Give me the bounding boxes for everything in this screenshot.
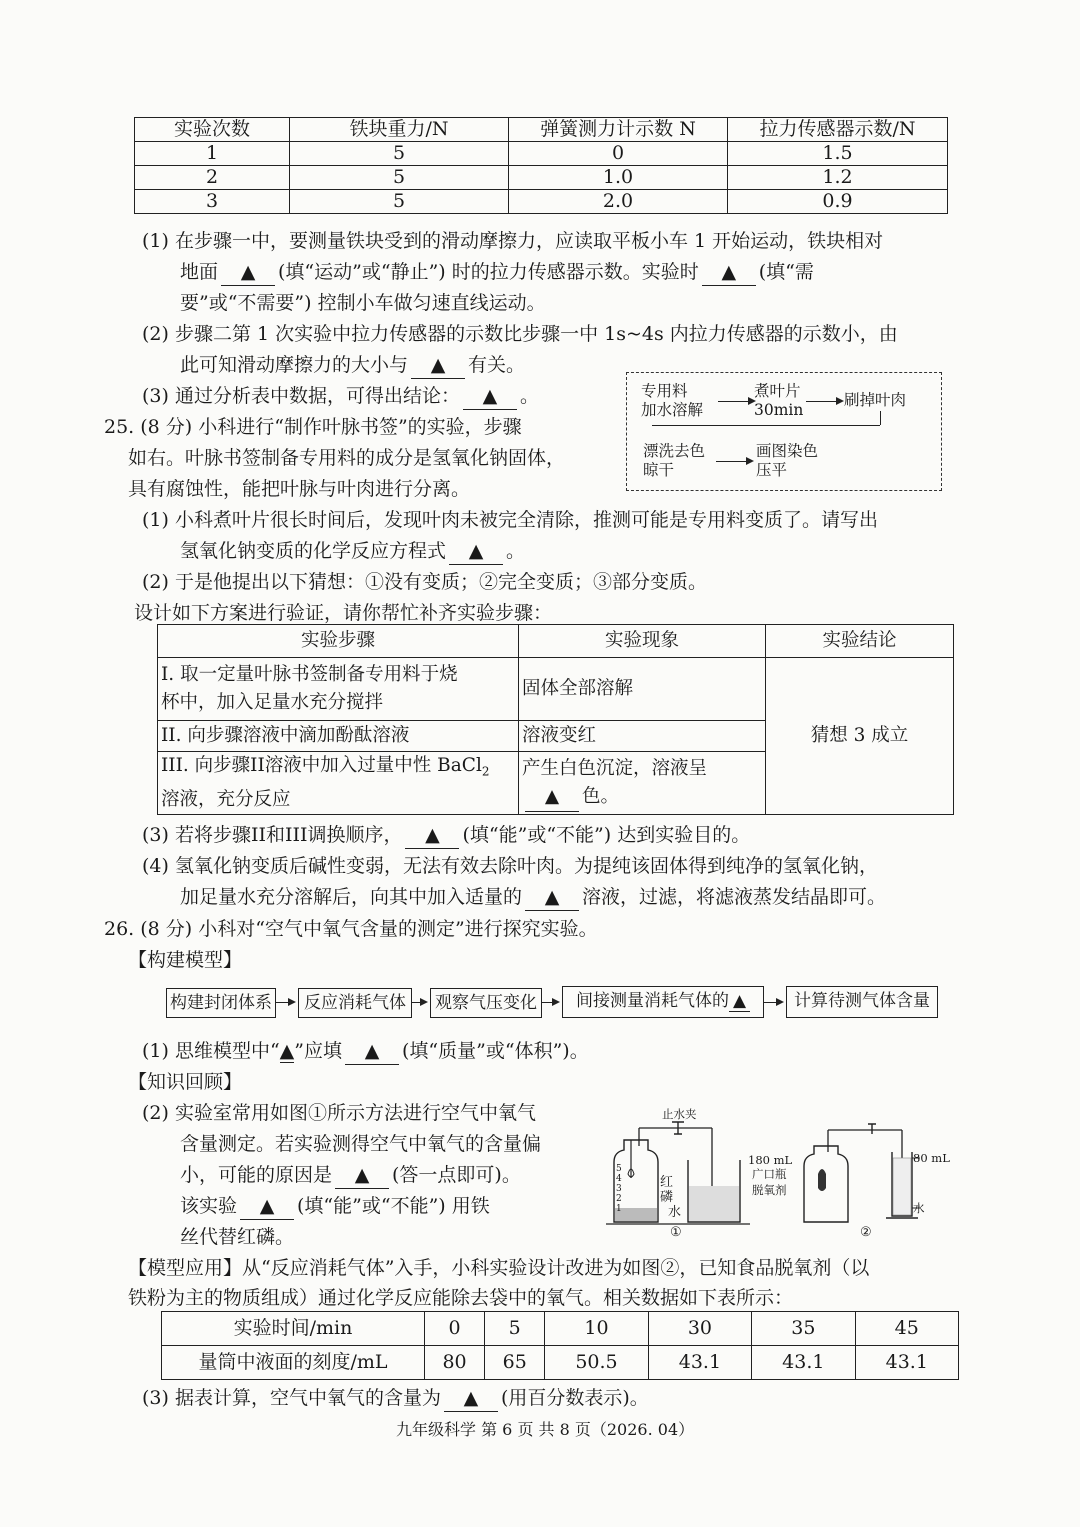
text (522, 783, 759, 812)
table-row (135, 142, 948, 166)
flow-text: 晾干 (643, 461, 675, 479)
text: 。 (519, 385, 539, 407)
flow-arrow (764, 1002, 782, 1003)
answer-blank[interactable]: ▲ (240, 1193, 294, 1220)
flow-arrow (806, 401, 842, 402)
q24-p1-line1: (1) 在步骤一中，要测量铁块受到的滑动摩擦力，应读取平板小车 1 开始运动，铁块相对 (142, 230, 884, 252)
text: (3) 若将步骤II和III调换顺序， (142, 824, 403, 846)
table-cell: 5 (485, 1312, 545, 1346)
q25-stem-line2: 如右。叶脉书签制备专用料的成分是氢氧化钠固体， (128, 447, 566, 469)
q26-p2-line1: (2) 实验室常用如图①所示方法进行空气中氧气 (142, 1102, 536, 1124)
q25-p1-line1: (1) 小科煮叶片很长时间后，发现叶肉未被完全清除，推测可能是专用料变质了。请写出 (142, 509, 878, 531)
table-cell: 65 (485, 1346, 545, 1380)
text: 该实验 (180, 1195, 238, 1217)
step-2: II. 向步骤溶液中滴加酚酞溶液 (158, 721, 519, 752)
table-cell: 0.9 (728, 190, 948, 214)
table-cell: 10 (545, 1312, 648, 1346)
flow-text: 画图染色 (756, 442, 819, 460)
blank-mark: ▲ (729, 991, 750, 1012)
q26-p1 (142, 1038, 589, 1065)
friction-data-table (134, 117, 948, 214)
fig1-scale (616, 1164, 622, 1214)
table-cell: 43.1 (648, 1346, 751, 1380)
q25-stem-line3: 具有腐蚀性，能把叶脉与叶肉进行分离。 (128, 478, 471, 500)
flow-arrow (716, 461, 752, 462)
table-cell: 43.1 (855, 1346, 958, 1380)
table-cell: 5 (290, 166, 509, 190)
model-step-closed-system: 构建封闭体系 (166, 988, 276, 1018)
q24-p1-line2 (180, 259, 814, 286)
table-header-cell: 实验结论 (766, 625, 954, 658)
agent-bag (818, 1169, 826, 1191)
table-row (162, 1312, 959, 1346)
flow-text: 专用料 (641, 382, 688, 400)
model-application-line2: 铁粉为主的物质组成）通过化学反应能除去袋中的氧气。相关数据如下表所示： (128, 1287, 794, 1309)
table-cell: 1.2 (728, 166, 948, 190)
table-row (135, 166, 948, 190)
blank-mark: ▲ (279, 1040, 295, 1062)
flow-connector (652, 425, 880, 426)
table-header-cell: 实验步骤 (158, 625, 519, 658)
q25-p2: (2) 于是他提出以下猜想：①没有变质；②完全变质；③部分变质。 (142, 571, 707, 593)
model-step-observe-pressure: 观察气压变化 (430, 988, 542, 1018)
answer-blank[interactable]: ▲ (525, 884, 579, 911)
model-step-indirect-measure (562, 986, 764, 1018)
text: (答一点即可)。 (392, 1164, 521, 1186)
oxygen-data-table (161, 1311, 959, 1380)
flow-text: 煮叶片 (754, 382, 801, 400)
text: 。 (506, 540, 526, 562)
table-cell: 50.5 (545, 1346, 648, 1380)
text: (填“能”或“不能”) 达到实验目的。 (462, 824, 751, 846)
text: 溶液，充分反应 (161, 788, 291, 810)
table-cell: 43.1 (752, 1346, 855, 1380)
table-header-cell: 拉力传感器示数/N (728, 118, 948, 142)
answer-blank[interactable]: ▲ (411, 352, 465, 379)
text: I. 取一定量叶脉书签制备专用料于烧 (161, 664, 458, 685)
text: (3) 通过分析表中数据，可得出结论： (142, 385, 460, 407)
table-cell: 1 (135, 142, 290, 166)
answer-blank[interactable]: ▲ (345, 1038, 399, 1065)
text: (填“运动”或“静止”) 时的拉力传感器示数。实验时 (278, 261, 699, 283)
answer-blank[interactable]: ▲ (449, 538, 503, 565)
table-cell: 1.0 (509, 166, 728, 190)
flow-arrow (276, 1002, 294, 1003)
flow-step-boil (754, 382, 803, 420)
q24-p2-line2 (180, 352, 525, 379)
text (161, 752, 512, 786)
table-cell: 1.5 (728, 142, 948, 166)
flow-arrow (542, 1002, 558, 1003)
table-cell: 0 (425, 1312, 485, 1346)
q25-p4-line1: (4) 氢氧化钠变质后碱性变弱，无法有效去除叶肉。为提纯该固体得到纯净的氢氧化钠， (142, 855, 878, 877)
fig1-clamp-label: 止水夹 (662, 1107, 697, 1121)
text: ”应填 (294, 1040, 343, 1062)
flow-text: 压平 (756, 461, 788, 479)
q25-stem-line1: 25. (8 分) 小科进行“制作叶脉书签”的实验，步骤 (104, 416, 522, 438)
observation-2: 溶液变红 (519, 721, 766, 752)
text: (1) 思维模型中“ (142, 1040, 280, 1062)
row-label: 量筒中液面的刻度/mL (162, 1346, 425, 1380)
scale-tick: 2 (616, 1194, 622, 1204)
answer-blank[interactable]: ▲ (702, 259, 756, 286)
clamp (868, 1124, 876, 1134)
text: 间接测量消耗气体的 (575, 991, 729, 1011)
flow-step-rinse (643, 442, 705, 480)
scale-tick: 5 (616, 1164, 622, 1174)
q25-p4-line2 (180, 884, 886, 911)
q26-p2-line3 (180, 1162, 521, 1189)
table-row (162, 1346, 959, 1380)
q25-design: 设计如下方案进行验证，请你帮忙补齐实验步骤： (134, 602, 553, 624)
table-cell: 5 (290, 142, 509, 166)
answer-blank[interactable]: ▲ (221, 259, 275, 286)
text: 此可知滑动摩擦力的大小与 (180, 354, 409, 376)
table-cell: 45 (855, 1312, 958, 1346)
text: (填“质量”或“体积”)。 (402, 1040, 589, 1062)
answer-blank[interactable]: ▲ (444, 1385, 498, 1412)
text: 加足量水充分溶解后，向其中加入适量的 (180, 886, 523, 908)
review-header: 【知识回顾】 (128, 1071, 243, 1093)
fig1-water-label: 水 (668, 1205, 682, 1220)
table-cell: 3 (135, 190, 290, 214)
table-header-cell: 实验现象 (519, 625, 766, 658)
fig2-mark-label: 80 mL (913, 1151, 950, 1165)
answer-blank[interactable]: ▲ (463, 383, 517, 410)
fig2-volume-label: 180 mL (748, 1153, 793, 1167)
answer-blank[interactable]: ▲ (405, 822, 459, 849)
model-application-line1: 【模型应用】从“反应消耗气体”入手，小科实验设计改进为如图②，已知食品脱氧剂（以 (128, 1257, 870, 1279)
flow-arrow (718, 401, 754, 402)
text: III. 向步骤II溶液中加入过量中性 BaCl (161, 755, 482, 777)
q25-p1-line2 (180, 538, 525, 565)
fig2-bottle-label: 广口瓶 (752, 1167, 787, 1181)
flow-text: 加水溶解 (641, 401, 704, 419)
step-1 (158, 658, 519, 721)
fig2-water-label: 水 (913, 1201, 925, 1215)
model-header: 【构建模型】 (128, 949, 243, 971)
conclusion-cell: 猜想 3 成立 (766, 658, 954, 815)
flow-connector (880, 411, 881, 425)
text: 小，可能的原因是 (180, 1164, 333, 1186)
flow-step-dye (756, 442, 818, 480)
row-label: 实验时间/min (162, 1312, 425, 1346)
scale-tick: 1 (616, 1204, 622, 1214)
text: 氢氧化钠变质的化学反应方程式 (180, 540, 447, 562)
beaker-water (689, 1186, 739, 1221)
flow-step-dissolve (641, 382, 703, 420)
table-cell: 30 (648, 1312, 751, 1346)
q26-p2-line5: 丝代替红磷。 (180, 1226, 295, 1248)
fig1-red-label: 红 (660, 1175, 674, 1190)
flow-step-brush: 刷掉叶肉 (844, 391, 907, 409)
q24-p3 (142, 383, 539, 410)
scale-tick: 3 (616, 1184, 622, 1194)
table-header-cell: 实验次数 (135, 118, 290, 142)
q26-p2-line2: 含量测定。若实验测得空气中氧气的含量偏 (180, 1133, 542, 1155)
observation-3 (519, 752, 766, 815)
page-footer: 九年级科学 第 6 页 共 8 页（2026. 04） (396, 1420, 695, 1439)
text: 溶液，过滤，将滤液蒸发结晶即可。 (582, 886, 887, 908)
q24-p2-line1: (2) 步骤二第 1 次实验中拉力传感器的示数比步骤一中 1s~4s 内拉力传感器的示数小，由 (142, 323, 898, 345)
subscript: 2 (481, 764, 490, 779)
model-step-consume-gas: 反应消耗气体 (298, 988, 412, 1018)
table-header-row (158, 625, 954, 658)
table-cell: 5 (290, 190, 509, 214)
q26-p2-line4 (180, 1193, 490, 1220)
text: 地面 (180, 261, 219, 283)
text: 有关。 (468, 354, 526, 376)
table-header-row (135, 118, 948, 142)
fig2-agent-label: 脱氧剂 (752, 1183, 787, 1197)
q24-p1-line3: 要”或“不需要”) 控制小车做匀速直线运动。 (180, 292, 546, 314)
table-header-cell: 弹簧测力计示数 N (509, 118, 728, 142)
answer-blank[interactable]: ▲ (335, 1162, 389, 1189)
q26-stem: 26. (8 分) 小科对“空气中氧气含量的测定”进行探究实验。 (104, 918, 598, 940)
model-step-calculate: 计算待测气体含量 (786, 986, 938, 1018)
fig1-number: ① (670, 1225, 682, 1240)
table-cell: 35 (752, 1312, 855, 1346)
text: 杯中，加入足量水充分搅拌 (161, 692, 384, 713)
answer-blank[interactable]: ▲ (525, 783, 579, 812)
text: (填“能”或“不能”) 用铁 (297, 1195, 490, 1217)
table-header-cell: 铁块重力/N (290, 118, 509, 142)
flow-arrow (412, 1002, 426, 1003)
text: (用百分数表示)。 (500, 1387, 649, 1409)
q26-p3 (142, 1385, 649, 1412)
fig1-phos-label: 磷 (660, 1190, 674, 1205)
step-3 (158, 752, 519, 815)
text: 色。 (582, 785, 620, 807)
text: (填“需 (758, 261, 814, 283)
text: (3) 据表计算，空气中氧气的含量为 (142, 1387, 441, 1409)
scale-tick: 4 (616, 1174, 622, 1184)
q25-p3 (142, 822, 750, 849)
flow-text: 漂洗去色 (643, 442, 706, 460)
table-cell: 80 (425, 1346, 485, 1380)
table-row (135, 190, 948, 214)
table-cell: 2 (135, 166, 290, 190)
text: 产生白色沉淀，溶液呈 (522, 757, 708, 779)
experiment-steps-table (157, 624, 954, 815)
table-cell: 0 (509, 142, 728, 166)
flow-text: 30min (754, 401, 804, 419)
table-cell: 2.0 (509, 190, 728, 214)
fig2-number: ② (860, 1225, 872, 1240)
observation-1: 固体全部溶解 (519, 658, 766, 721)
table-row (158, 658, 954, 721)
apparatus-figure-1 (606, 1100, 756, 1240)
cylinder-water (893, 1158, 911, 1215)
